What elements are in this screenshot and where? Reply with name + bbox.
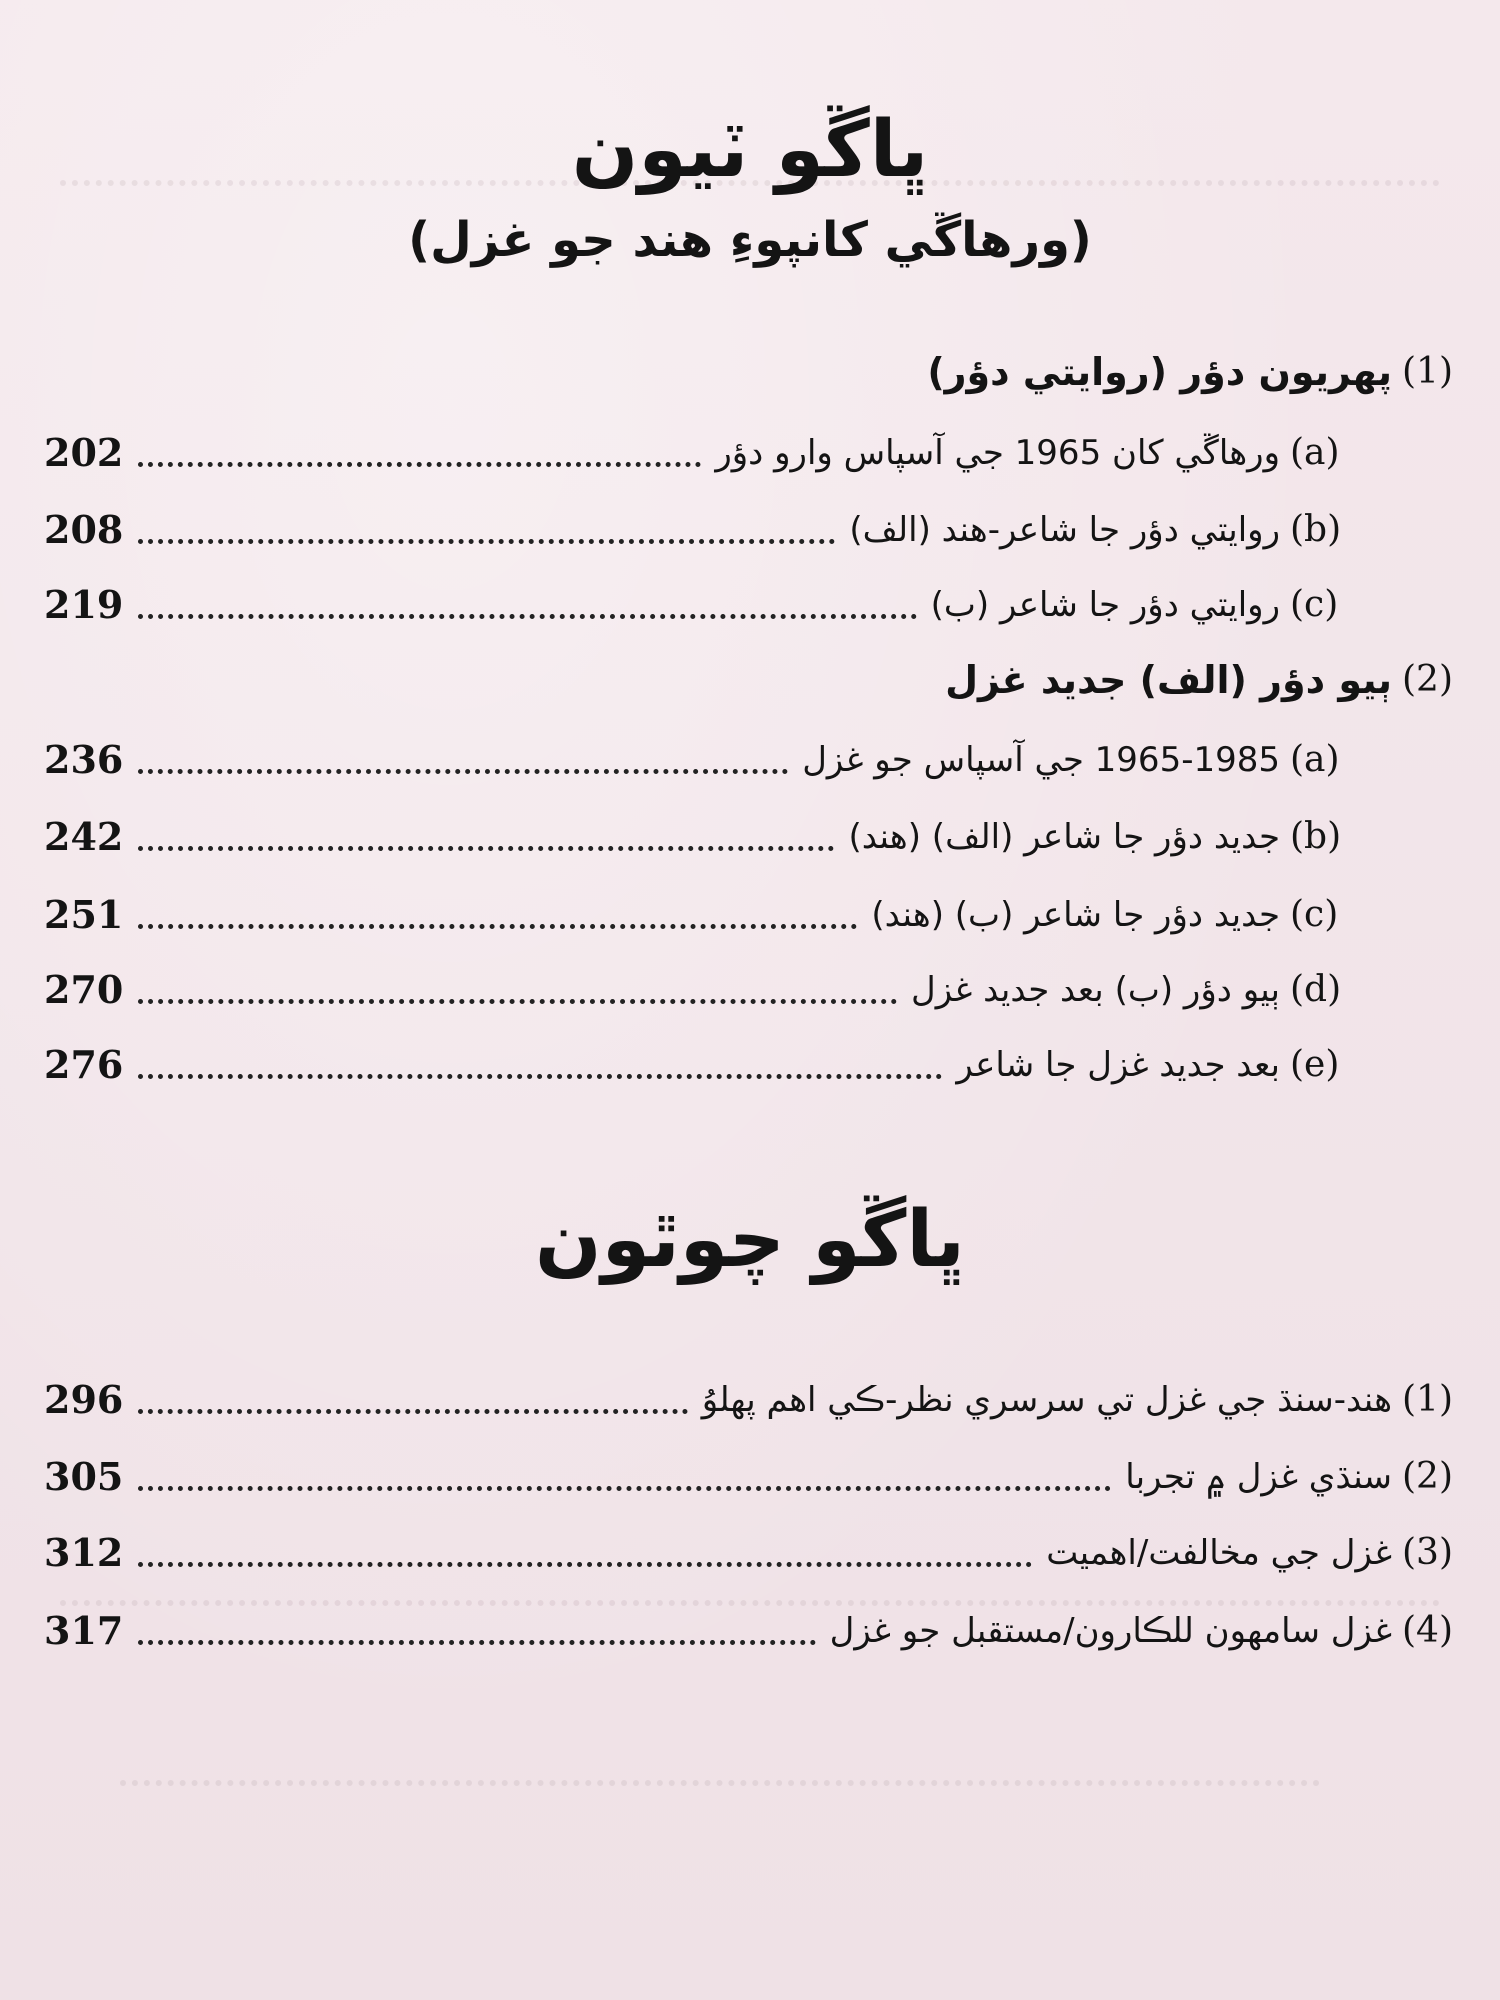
entry-title: ٻيو دؤر (ب) بعد جديد غزل <box>911 970 1280 1010</box>
section-heading: پهريون دؤر (روايتي دؤر) <box>927 350 1392 394</box>
entry-title: غزل جي مخالفت/اهميت <box>1046 1533 1392 1573</box>
toc-entry <box>0 955 1500 1025</box>
entry-number: (1) <box>1402 1379 1453 1420</box>
part-3-title: ڀاڱو ٽيون <box>571 105 929 195</box>
page-number: 202 <box>44 430 124 475</box>
dot-leader <box>138 924 857 929</box>
toc-entry <box>0 570 1500 640</box>
entry-letter: (c) <box>1290 894 1339 935</box>
entry-letter: (b) <box>1290 816 1342 857</box>
page-number: 242 <box>44 814 124 859</box>
toc-entry <box>0 418 1500 488</box>
entry-title: روايتي دؤر جا شاعر-هند (الف) <box>849 510 1280 550</box>
entry-title: جديد دؤر جا شاعر (ب) (هند) <box>871 895 1280 935</box>
section-number: (2) <box>1402 659 1453 700</box>
part-4-title: ڀاڱو چوٿون <box>535 1195 965 1285</box>
entry-number: (4) <box>1402 1610 1453 1651</box>
page-number: 219 <box>44 582 124 627</box>
page-number: 276 <box>44 1042 124 1087</box>
entry-number: (2) <box>1402 1456 1453 1497</box>
toc-entry <box>0 495 1500 565</box>
toc-entry <box>0 1518 1500 1588</box>
entry-title: سنڌي غزل ۾ تجربا <box>1125 1457 1392 1497</box>
entry-letter: (a) <box>1290 432 1340 473</box>
entry-letter: (a) <box>1290 739 1340 780</box>
entry-letter: (e) <box>1290 1044 1340 1085</box>
toc-section-heading <box>0 645 1500 715</box>
entry-title: بعد جديد غزل جا شاعر <box>956 1045 1280 1085</box>
page-number: 312 <box>44 1530 124 1575</box>
section-number: (1) <box>1402 351 1453 392</box>
section-heading: ٻيو دؤر (الف) جديد غزل <box>945 658 1392 702</box>
show-through-decoration <box>120 1740 1320 1786</box>
page-number: 251 <box>44 892 124 937</box>
page-number: 305 <box>44 1454 124 1499</box>
dot-leader <box>138 539 835 544</box>
toc-entry <box>0 1030 1500 1100</box>
dot-leader <box>138 1409 688 1414</box>
toc-entry <box>0 1442 1500 1512</box>
toc-entry <box>0 880 1500 950</box>
dot-leader <box>138 1486 1111 1491</box>
dot-leader <box>138 462 701 467</box>
page-number: 236 <box>44 737 124 782</box>
entry-letter: (d) <box>1290 969 1342 1010</box>
toc-entry <box>0 802 1500 872</box>
dot-leader <box>138 769 788 774</box>
entry-title: جديد دؤر جا شاعر (الف) (هند) <box>848 817 1280 857</box>
entry-title: غزل سامهون للڪارون/مستقبل جو غزل <box>829 1611 1392 1651</box>
dot-leader <box>138 999 897 1004</box>
page-number: 296 <box>44 1377 124 1422</box>
toc-entry <box>0 1365 1500 1435</box>
entry-title: 1965-1985 جي آسپاس جو غزل <box>802 740 1280 780</box>
page-number: 317 <box>44 1608 124 1653</box>
part-3-subtitle: (ورهاڱي کانپوءِ هند جو غزل) <box>408 212 1092 268</box>
entry-letter: (c) <box>1290 584 1339 625</box>
toc-entry <box>0 725 1500 795</box>
entry-title: ورهاڱي کان 1965 جي آسپاس وارو دؤر <box>715 433 1280 473</box>
dot-leader <box>138 614 917 619</box>
dot-leader <box>138 1074 942 1079</box>
dot-leader <box>138 846 834 851</box>
page-number: 208 <box>44 507 124 552</box>
toc-section-heading <box>0 337 1500 407</box>
entry-title: روايتي دؤر جا شاعر (ب) <box>930 585 1280 625</box>
dot-leader <box>138 1640 816 1645</box>
toc-entry <box>0 1596 1500 1666</box>
entry-number: (3) <box>1402 1532 1453 1573</box>
entry-letter: (b) <box>1290 509 1342 550</box>
entry-title: هند-سنڌ جي غزل تي سرسري نظر-ڪي اهم پهلوُ <box>701 1380 1392 1420</box>
page-number: 270 <box>44 967 124 1012</box>
dot-leader <box>138 1562 1032 1567</box>
